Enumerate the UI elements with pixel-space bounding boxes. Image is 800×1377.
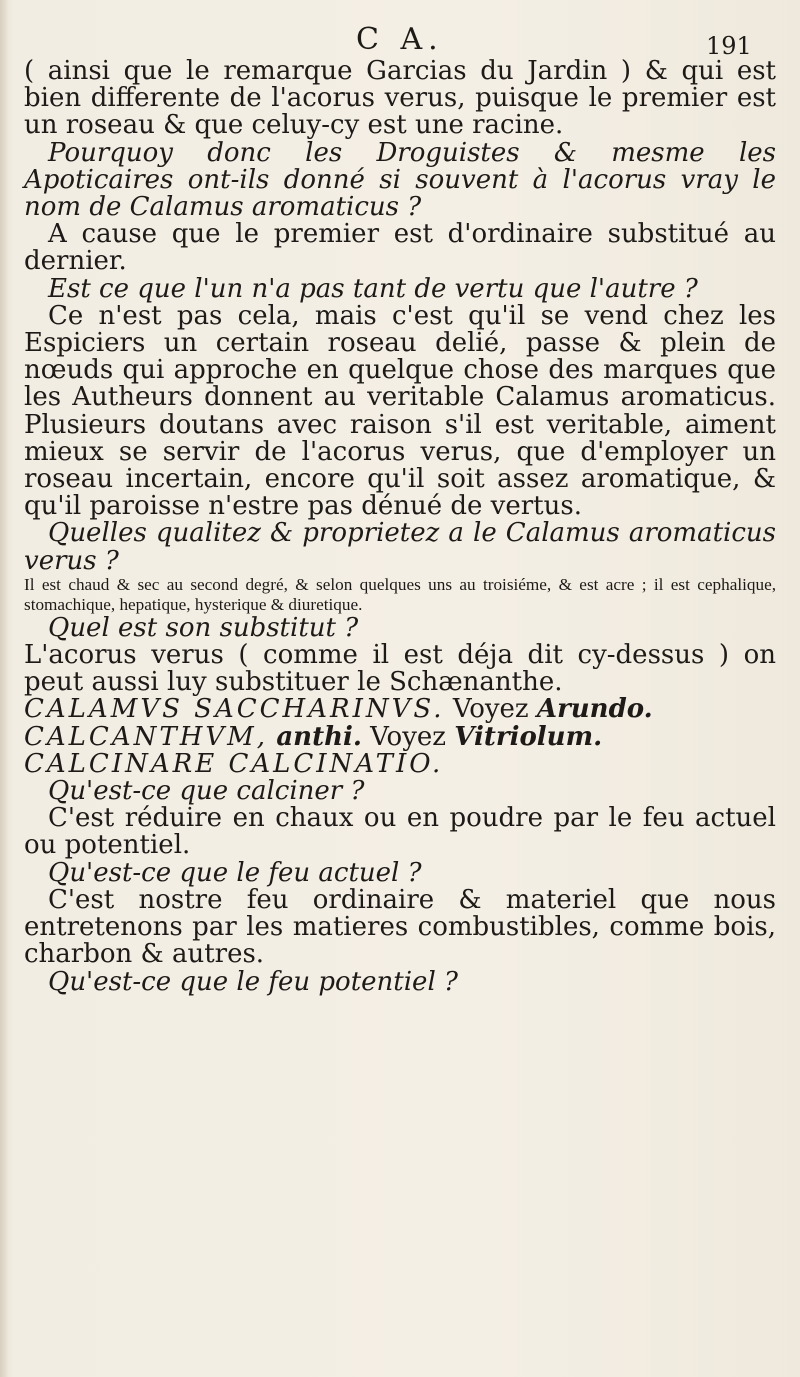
entry-term: CALCANTHVM,: [24, 721, 269, 752]
question-droguistes: Pourquoy donc les Droguistes & mesme les Apoticaires ont-ils donné si souvent à l'acorus vray le nom de Calamus aromaticus ?: [24, 137, 776, 223]
page-gutter-shadow: [0, 0, 8, 1377]
entry-voyez: Voyez: [370, 721, 446, 752]
entry-term: CALCINARE CALCINATIO.: [24, 748, 444, 779]
entry-calcanthum: [24, 721, 776, 752]
question-feu-actuel: Qu'est-ce que le feu actuel ?: [48, 857, 422, 888]
entry-voyez: Voyez: [452, 694, 529, 725]
answer-roseau: Ce n'est pas cela, mais c'est qu'il se vend chez les Espiciers un certain roseau delié, passe & plein de nœuds qui approche en quelque chose des marques que les Autheurs donnent au veritable Calamus aromaticus. Plusieurs doutans avec raison s'il est veritable, aiment mieux se servir de l'acorus verus, que d'employer un roseau incertain, encore qu'il soit assez aromatique, & qu'il paroisse n'estre pas dénué de vertus.: [24, 300, 776, 522]
question-calciner: Qu'est-ce que calciner ?: [48, 776, 365, 807]
answer-substitue: A cause que le premier est d'ordinaire substitué au dernier.: [24, 219, 776, 277]
answer-calciner: C'est réduire en chaux ou en poudre par le feu actuel ou potentiel.: [24, 803, 776, 861]
entry-calamus-saccharinus: [24, 696, 776, 723]
entry-term-genitive: anthi.: [276, 721, 362, 752]
page-text: [24, 58, 776, 996]
question-vertu: Est ce que l'un n'a pas tant de vertu que l'autre ?: [48, 273, 698, 304]
answer-substitut: L'acorus verus ( comme il est déja dit cy-dessus ) on peut aussi luy substituer le Schænanthe.: [24, 640, 776, 698]
entry-reference: Vitriolum.: [454, 721, 603, 752]
entry-term: CALAMVS SACCHARINVS.: [24, 694, 445, 725]
question-substitut: Quel est son substitut ?: [48, 612, 359, 643]
running-head: C A.: [356, 22, 444, 57]
entry-reference: Arundo.: [536, 694, 653, 725]
entry-calcinare: [24, 748, 776, 779]
page-number: 191: [706, 32, 752, 60]
question-qualitez: Quelles qualitez & proprietez a le Calamus aromaticus verus ?: [24, 518, 776, 576]
paragraph-continuation: ( ainsi que le remarque Garcias du Jardin ) & qui est bien differente de l'acorus verus, puisque le premier est un roseau & que celuy-cy est une racine.: [24, 56, 776, 141]
answer-qualitez: Il est chaud & sec au second degré, & selon quelques uns au troisiéme, & est acre ; il est cephalique, stomachique, hepatique, hysterique & diuretique.: [24, 574, 776, 614]
question-feu-potentiel: Qu'est-ce que le feu potentiel ?: [48, 966, 458, 997]
answer-feu-actuel: C'est nostre feu ordinaire & materiel que nous entretenons par les matieres combustibles, comme bois, charbon & autres.: [24, 884, 776, 970]
